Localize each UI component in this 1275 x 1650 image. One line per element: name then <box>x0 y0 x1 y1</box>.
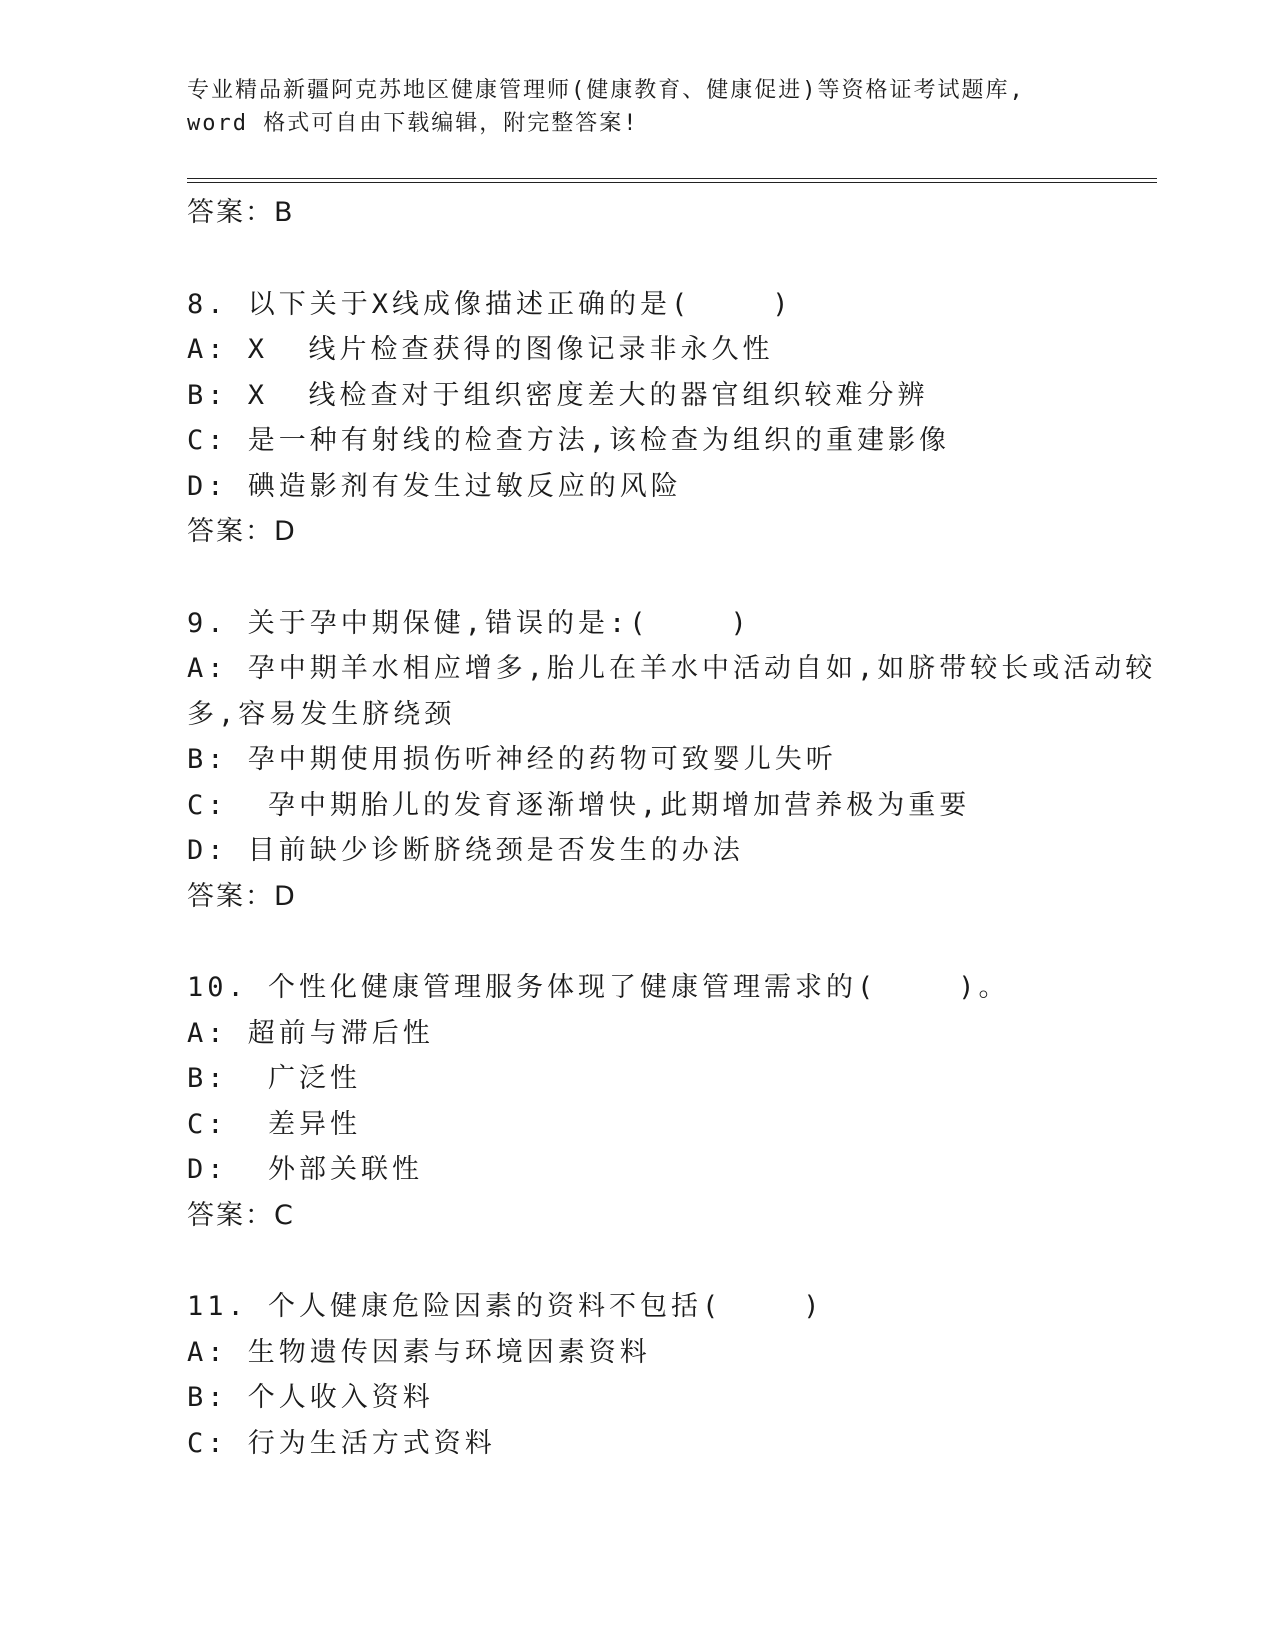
option-line: D: 碘造影剂有发生过敏反应的风险 <box>187 470 682 502</box>
header-line-1: 专业精品新疆阿克苏地区健康管理师(健康教育、健康促进)等资格证考试题库, <box>187 78 1025 103</box>
option-line: C: 孕中期胎儿的发育逐渐增快,此期增加营养极为重要 <box>187 789 971 821</box>
option-line: C: 行为生活方式资料 <box>187 1427 496 1459</box>
question-block <box>187 1284 1147 1466</box>
spacer <box>187 236 1147 282</box>
option-line: B: 孕中期使用损伤听神经的药物可致婴儿失听 <box>187 744 837 775</box>
question-list <box>187 190 1157 1466</box>
question-block <box>187 282 1147 555</box>
option-line: 多,容易发生脐绕颈 <box>187 698 456 730</box>
spacer <box>187 555 1147 601</box>
option-line: B: 广泛性 <box>187 1063 362 1094</box>
option-line: A: 生物遗传因素与环境因素资料 <box>187 1336 651 1368</box>
header-line-2: word 格式可自由下载编辑，附完整答案! <box>187 111 639 136</box>
option-line: C: 差异性 <box>187 1108 362 1140</box>
option-line: A: X 线片检查获得的图像记录非永久性 <box>187 334 774 365</box>
question-stem: 11. 个人健康危险因素的资料不包括( ) <box>187 1291 824 1322</box>
header-divider-top <box>187 178 1157 179</box>
option-line: D: 外部关联性 <box>187 1154 424 1185</box>
option-line: B: X 线检查对于组织密度差大的器官组织较难分辨 <box>187 379 929 411</box>
question-stem: 8. 以下关于X线成像描述正确的是( ) <box>187 288 793 320</box>
option-line: C: 是一种有射线的检查方法,该检查为组织的重建影像 <box>187 425 951 456</box>
answer-line: 答案：D <box>187 880 297 912</box>
option-line: B: 个人收入资料 <box>187 1382 434 1413</box>
header-divider-bottom <box>187 182 1157 183</box>
answer-line: 答案：D <box>187 516 297 547</box>
spacer <box>187 1238 1147 1284</box>
spacer <box>187 919 1147 965</box>
answer-line: 答案：C <box>187 1199 295 1231</box>
question-block <box>187 965 1147 1238</box>
question-block <box>187 601 1157 920</box>
option-line: D: 目前缺少诊断脐绕颈是否发生的办法 <box>187 835 744 866</box>
question-stem: 10. 个性化健康管理服务体现了健康管理需求的( )。 <box>187 972 1010 1003</box>
option-line: A: 超前与滞后性 <box>187 1017 434 1049</box>
answer-line: 答案：B <box>187 197 295 228</box>
document-header <box>187 74 1087 140</box>
question-stem: 9. 关于孕中期保健,错误的是:( ) <box>187 607 751 639</box>
option-line: A: 孕中期羊水相应增多,胎儿在羊水中活动自如,如脐带较长或活动较 <box>187 653 1157 684</box>
